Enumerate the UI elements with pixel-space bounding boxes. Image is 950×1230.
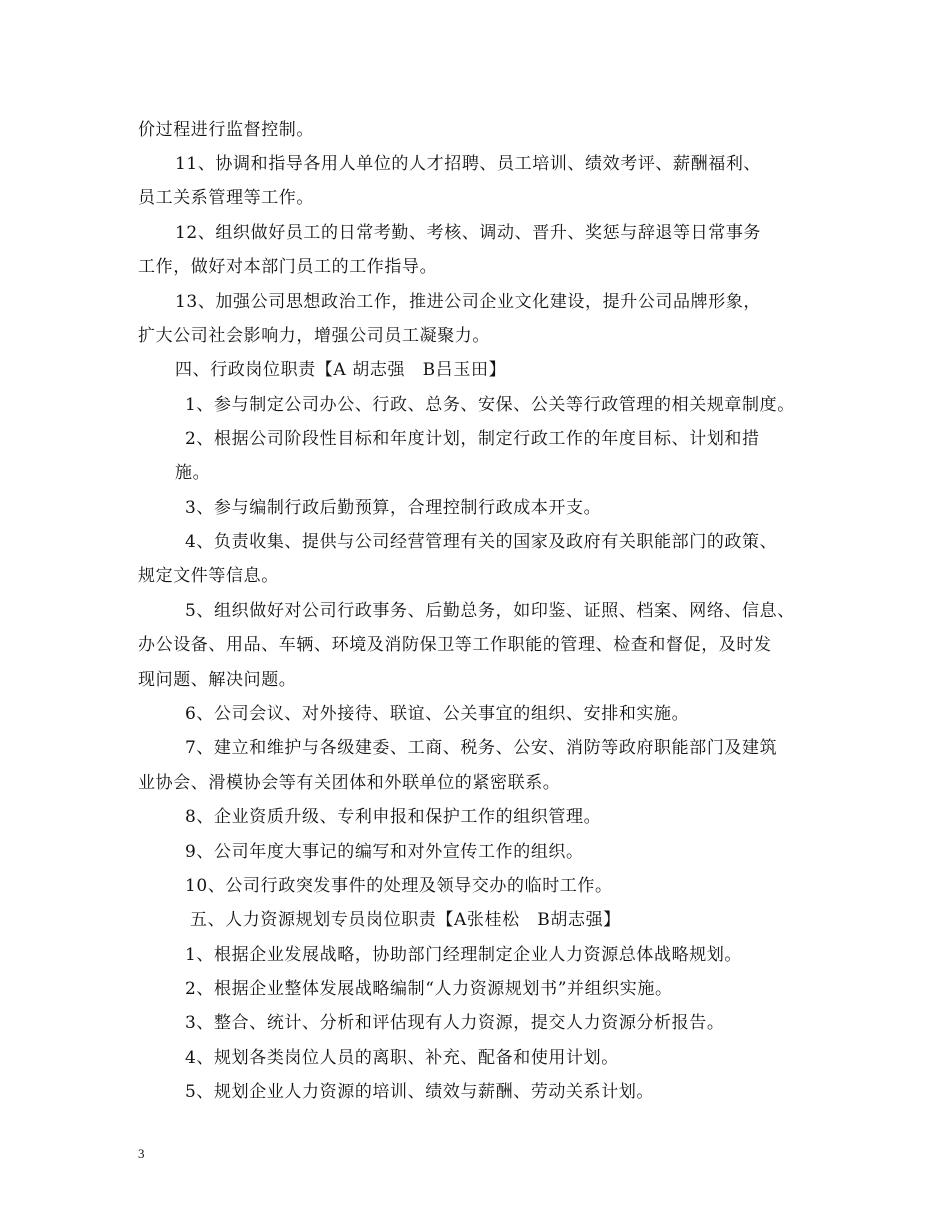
text-line: 现问题、解决问题。 [138,670,297,690]
text-line: 13、加强公司思想政治工作，推进公司企业文化建设，提升公司品牌形象， [175,292,762,312]
text-line: 10、公司行政突发事件的处理及领导交办的临时工作。 [185,876,613,896]
text-line: 办公设备、用品、车辆、环境及消防保卫等工作职能的管理、检查和督促，及时发 [138,635,772,655]
text-line: 1、根据企业发展战略，协助部门经理制定企业人力资源总体战略规划。 [185,945,743,965]
text-line: 价过程进行监督控制。 [138,120,314,140]
text-line: 4、负责收集、提供与公司经营管理有关的国家及政府有关职能部门的政策、 [185,532,778,552]
text-line: 3、参与编制行政后勤预算，合理控制行政成本开支。 [185,498,602,518]
section-heading: 四、行政岗位职责【A 胡志强 B吕玉田】 [175,360,507,380]
page-number: 3 [138,1146,145,1161]
text-line: 5、规划企业人力资源的培训、绩效与薪酬、劳动关系计划。 [185,1082,655,1102]
text-line: 1、参与制定公司办公、行政、总务、安保、公关等行政管理的相关规章制度。 [185,395,795,415]
text-line: 9、公司年度大事记的编写和对外宣传工作的组织。 [185,842,584,862]
text-line: 工作，做好对本部门员工的工作指导。 [138,257,438,277]
text-line: 规定文件等信息。 [138,566,279,586]
text-line: 12、组织做好员工的日常考勤、考核、调动、晋升、奖惩与辞退等日常事务 [175,223,762,243]
text-line: 8、企业资质升级、专利申报和保护工作的组织管理。 [185,807,602,827]
text-line: 扩大公司社会影响力，增强公司员工凝聚力。 [138,326,490,346]
text-line: 4、规划各类岗位人员的离职、补充、配备和使用计划。 [185,1048,619,1068]
text-line: 2、根据企业整体发展战略编制“人力资源规划书”并组织实施。 [185,979,673,999]
text-line: 员工关系管理等工作。 [138,188,314,208]
text-line: 2、根据公司阶段性目标和年度计划，制定行政工作的年度目标、计划和措 [185,429,760,449]
text-line: 7、建立和维护与各级建委、工商、税务、公安、消防等政府职能部门及建筑 [185,738,778,758]
text-line: 6、公司会议、对外接待、联谊、公关事宜的组织、安排和实施。 [185,704,690,724]
text-line: 业协会、滑模协会等有关团体和外联单位的紧密联系。 [138,773,561,793]
text-line: 3、整合、统计、分析和评估现有人力资源，提交人力资源分析报告。 [185,1013,725,1033]
section-heading: 五、人力资源规划专员岗位职责【A张桂松 B胡志强】 [190,910,621,930]
text-line: 5、组织做好对公司行政事务、后勤总务，如印鉴、证照、档案、网络、信息、 [185,601,795,621]
text-line: 施。 [175,463,211,483]
text-line: 11、协调和指导各用人单位的人才招聘、员工培训、绩效考评、薪酬福利、 [175,154,762,174]
